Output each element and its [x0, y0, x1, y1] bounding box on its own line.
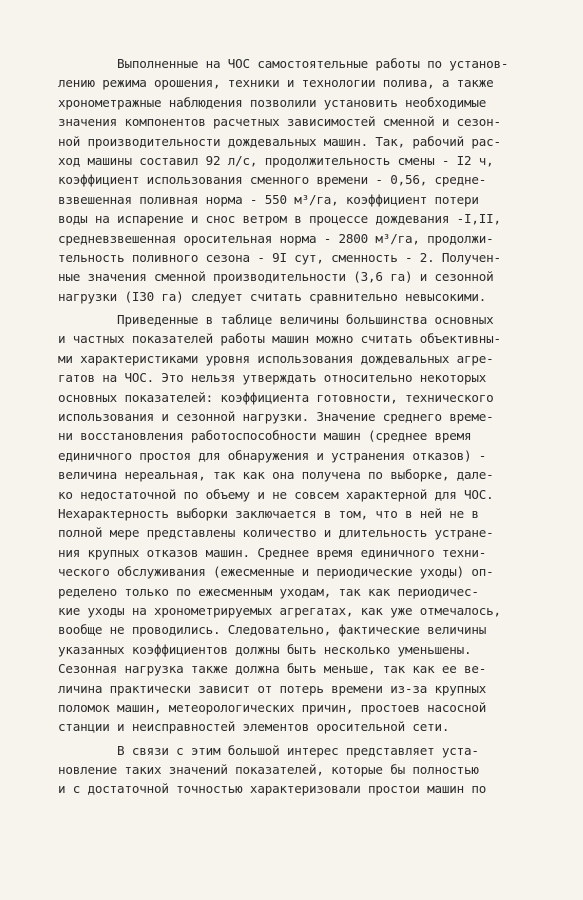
text-line: Сезонная нагрузка также должна быть меньше, так как ее ве- [58, 661, 487, 677]
text-line: ной производительности дождевальных машин. Так, рабочий рас- [58, 133, 501, 149]
paragraph [58, 741, 528, 799]
text-line: взвешенная поливная норма - 550 м³/га, коэффициент потери [58, 191, 479, 207]
text-line: поломок машин, метеорологических причин, простоев насосной [58, 699, 487, 715]
text-line: значения компонентов расчетных зависимостей сменной и сезон- [58, 114, 501, 130]
text-line: Выполненные на ЧОС самостоятельные работы по установ- [58, 56, 509, 71]
text-line: лению режима орошения, техники и технологии полива, а также [58, 75, 494, 91]
text-line: и с достаточной точностью характеризовали простои машин по [58, 781, 487, 797]
text-line: новление таких значений показателей, которые бы полностью [58, 762, 479, 778]
text-line: В связи с этим большой интерес представляет уста- [58, 742, 479, 758]
text-line: вообще не проводились. Следовательно, фактические величины [58, 622, 487, 638]
text-line: кие уходы на хронометрируемых агрегатах, как уже отмечалось, [58, 602, 501, 618]
body-text [58, 54, 528, 799]
text-line: ми характеристиками уровня использования дождевальных агре- [58, 350, 494, 366]
text-line: ход машины составил 92 л/с, продолжительность смены - I2 ч, [58, 152, 494, 168]
text-line: гатов на ЧОС. Это нельзя утверждать относительно некоторых [58, 370, 487, 386]
paragraph [58, 310, 528, 737]
text-line: Нехарактерность выборки заключается в том, что в ней не в [58, 505, 479, 521]
text-line: хронометражные наблюдения позволили установить необходимые [58, 94, 487, 110]
text-line: ческого обслуживания (ежесменные и периодические уходы) оп- [58, 564, 494, 580]
paragraph [58, 54, 528, 306]
text-line: ни восстановления работоспособности машин (среднее время [58, 428, 472, 444]
text-line: личина практически зависит от потерь времени из-за крупных [58, 680, 487, 696]
text-line: нагрузки (I30 га) следует считать сравнительно невысокими. [58, 288, 487, 304]
text-line: Приведенные в таблице величины большинства основных [58, 312, 494, 328]
text-line: и частных показателей работы машин можно считать объективны- [58, 331, 501, 347]
text-line: единичного простоя для обнаружения и устранения отказов) - [58, 447, 487, 463]
text-line: тельность поливного сезона - 9I сут, сменность - 2. Получен- [58, 249, 501, 265]
text-line: средневзвешенная оросительная норма - 2800 м³/га, продолжи- [58, 230, 494, 246]
text-line: полной мере представлены количество и длительность устране- [58, 525, 494, 541]
text-line: величина нереальная, так как она получена по выборке, дале- [58, 467, 494, 483]
text-line: коэффициент использования сменного времени - 0,56, средне- [58, 172, 487, 188]
text-line: станции и неисправностей элементов оросительной сети. [58, 719, 450, 735]
text-line: использования и сезонной нагрузки. Значение среднего време- [58, 409, 494, 425]
text-line: основных показателей: коэффициента готовности, технического [58, 389, 494, 405]
text-line: ния крупных отказов машин. Среднее время единичного техни- [58, 544, 487, 560]
text-line: указанных коэффициентов должны быть несколько уменьшены. [58, 641, 472, 657]
text-line: ные значения сменной производительности (3,6 га) и сезонной [58, 269, 494, 285]
text-line: ко недостаточной по объему и не совсем характерной для ЧОС. [58, 486, 494, 502]
text-line: воды на испарение и снос ветром в процессе дождевания -I,II, [58, 211, 501, 227]
text-line: ределено только по ежесменным уходам, так как периодичес- [58, 583, 479, 599]
